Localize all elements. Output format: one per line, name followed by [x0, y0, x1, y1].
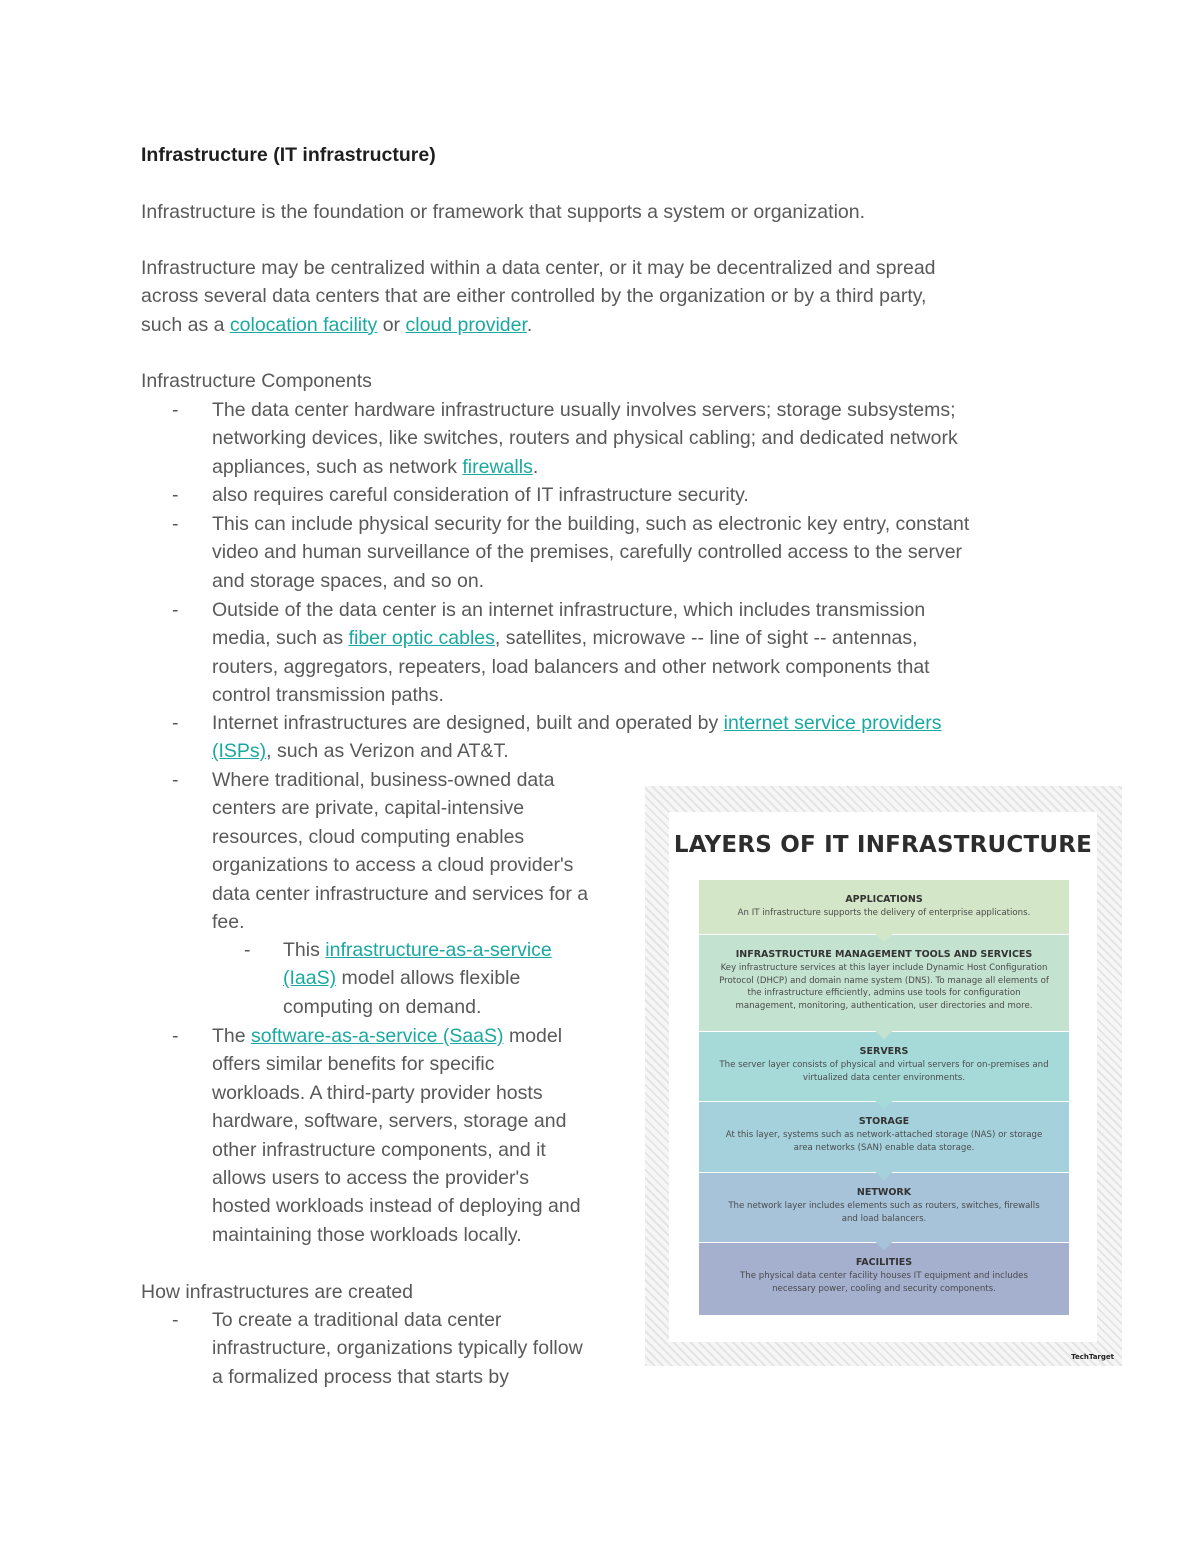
- layer-name: STORAGE: [858, 1116, 910, 1127]
- layer-name: NETWORK: [856, 1187, 912, 1198]
- sub-bullet-iaas: [283, 936, 633, 1021]
- infographic-panel: [669, 812, 1097, 1342]
- bullet-line: other infrastructure components, and it: [212, 1138, 546, 1161]
- bullet-line: centers are private, capital-intensive: [212, 797, 525, 820]
- layer-name: INFRASTRUCTURE MANAGEMENT TOOLS AND SERVICES: [735, 949, 1033, 960]
- bullet-line: appliances, such as network: [212, 455, 463, 478]
- layer-description: The physical data center facility houses IT equipment and includes necessary power, cooling and security components.: [740, 1271, 1028, 1294]
- layers-infographic: [645, 786, 1122, 1366]
- bullet-line: offers similar benefits for specific: [212, 1053, 495, 1076]
- para-text: .: [526, 313, 533, 336]
- bullet-line: The data center hardware infrastructure usually involves servers; storage subsystems;: [212, 399, 956, 421]
- bullet-line: and storage spaces, and so on.: [212, 569, 485, 592]
- para-line: such as a: [141, 313, 230, 336]
- firewalls-link[interactable]: firewalls: [462, 455, 533, 478]
- bullet-line: a formalized process that starts by: [212, 1365, 509, 1388]
- bullet-line: workloads. A third-party provider hosts: [212, 1081, 543, 1104]
- bullet-line: This can include physical security for the building, such as electronic key entry, constant: [212, 513, 970, 535]
- bullet-text: .: [532, 455, 539, 478]
- iaas-link-continued[interactable]: (IaaS): [283, 967, 337, 990]
- layer-management-tools: [699, 935, 1069, 1032]
- bullet-marker: -: [172, 399, 179, 421]
- bullet-marker: -: [172, 484, 179, 506]
- bullet-line: Outside of the data center is an internet infrastructure, which includes transmission: [212, 599, 926, 621]
- para-text: or: [377, 313, 406, 336]
- bullet-marker: -: [172, 1309, 179, 1331]
- isp-link[interactable]: internet service providers: [723, 712, 942, 734]
- para-line: across several data centers that are either controlled by the organization or by a third party,: [141, 285, 927, 308]
- layer-description: The server layer consists of physical and virtual servers for on-premises and virtualized data center environments.: [719, 1060, 1049, 1083]
- bullet-text: model: [503, 1025, 563, 1047]
- bullet-marker: -: [172, 712, 179, 734]
- bullet-line: computing on demand.: [283, 995, 482, 1018]
- fiber-optic-cables-link[interactable]: fiber optic cables: [348, 627, 495, 650]
- bullet-physical-security: [212, 510, 1072, 595]
- layer-name: FACILITIES: [855, 1257, 913, 1268]
- bullet-cloud-computing: [212, 766, 637, 936]
- document-title: Infrastructure (IT infrastructure): [141, 144, 436, 166]
- bullet-marker: -: [172, 599, 179, 621]
- bullet-line: organizations to access a cloud provider's: [212, 854, 574, 877]
- layer-name: SERVERS: [859, 1046, 909, 1057]
- layer-description: At this layer, systems such as network-attached storage (NAS) or storage area networks (SAN) enable data storage.: [725, 1130, 1043, 1153]
- bullet-marker: -: [172, 1025, 179, 1047]
- bullet-internet-infrastructure: [212, 596, 1072, 710]
- bullet-line: hardware, software, servers, storage and: [212, 1110, 567, 1133]
- components-heading: Infrastructure Components: [141, 370, 372, 392]
- para-line: Infrastructure may be centralized within a data center, or it may be decentralized and spread: [141, 257, 936, 279]
- bullet-line: allows users to access the provider's: [212, 1167, 529, 1190]
- bullet-security: also requires careful consideration of IT infrastructure security.: [212, 484, 749, 506]
- bullet-marker: -: [172, 513, 179, 535]
- bullet-line: video and human surveillance of the premises, carefully controlled access to the server: [212, 541, 963, 564]
- bullet-line: routers, aggregators, repeaters, load balancers and other network components that: [212, 655, 930, 678]
- bullet-hardware: [212, 396, 1072, 481]
- layer-facilities: [699, 1243, 1069, 1316]
- layer-network: [699, 1173, 1069, 1243]
- bullet-marker: -: [172, 769, 179, 791]
- saas-link[interactable]: software-as-a-service (SaaS): [251, 1025, 504, 1047]
- bullet-text: model allows flexible: [336, 967, 521, 990]
- iaas-link[interactable]: infrastructure-as-a-service: [325, 939, 552, 961]
- created-heading: How infrastructures are created: [141, 1281, 414, 1303]
- intro-paragraph: Infrastructure is the foundation or framework that supports a system or organization.: [141, 201, 866, 223]
- layer-servers: [699, 1032, 1069, 1102]
- bullet-line: Where traditional, business-owned data: [212, 769, 555, 791]
- bullet-line: maintaining those workloads locally.: [212, 1223, 522, 1246]
- infographic-title: LAYERS OF IT INFRASTRUCTURE: [673, 832, 1093, 858]
- layer-storage: [699, 1102, 1069, 1173]
- bullet-line: The: [212, 1025, 252, 1047]
- sub-bullet-marker: -: [244, 939, 251, 961]
- bullet-isps: [212, 709, 1072, 766]
- bullet-line: networking devices, like switches, routers and physical cabling; and dedicated network: [212, 427, 958, 450]
- cloud-provider-link[interactable]: cloud provider: [405, 313, 527, 336]
- layer-name: APPLICATIONS: [845, 894, 923, 905]
- isp-link-continued[interactable]: (ISPs): [212, 740, 267, 763]
- techtarget-logo: TechTarget: [1071, 1353, 1114, 1361]
- bullet-line: hosted workloads instead of deploying and: [212, 1195, 581, 1218]
- bullet-line: media, such as: [212, 627, 349, 650]
- bullet-line: To create a traditional data center: [212, 1309, 502, 1331]
- bullet-line: control transmission paths.: [212, 684, 444, 707]
- centralization-paragraph: [141, 254, 1061, 339]
- layer-description: The network layer includes elements such as routers, switches, firewalls and load balancers.: [728, 1201, 1040, 1224]
- bullet-line: Internet infrastructures are designed, built and operated by: [212, 712, 724, 734]
- bullet-line: data center infrastructure and services for a: [212, 882, 589, 905]
- bullet-line: resources, cloud computing enables: [212, 825, 525, 848]
- layer-applications: [699, 880, 1069, 935]
- layer-description: Key infrastructure services at this layer include Dynamic Host Configuration Protocol (DHCP) and domain name system (DNS). To manage all elements of the infrastructure efficiently, admins use tools for configuration management, monitoring, authentication, user directories and more.: [719, 963, 1049, 1011]
- bullet-line: infrastructure, organizations typically follow: [212, 1337, 583, 1360]
- colocation-facility-link[interactable]: colocation facility: [229, 313, 378, 336]
- layer-description: An IT infrastructure supports the delivery of enterprise applications.: [737, 908, 1031, 918]
- bullet-traditional-creation: [212, 1306, 637, 1391]
- bullet-text: , such as Verizon and AT&T.: [266, 740, 509, 763]
- bullet-text: , satellites, microwave -- line of sight -- antennas,: [494, 627, 918, 650]
- bullet-saas: [212, 1022, 637, 1249]
- bullet-line: This: [283, 939, 326, 961]
- bullet-line: fee.: [212, 911, 245, 934]
